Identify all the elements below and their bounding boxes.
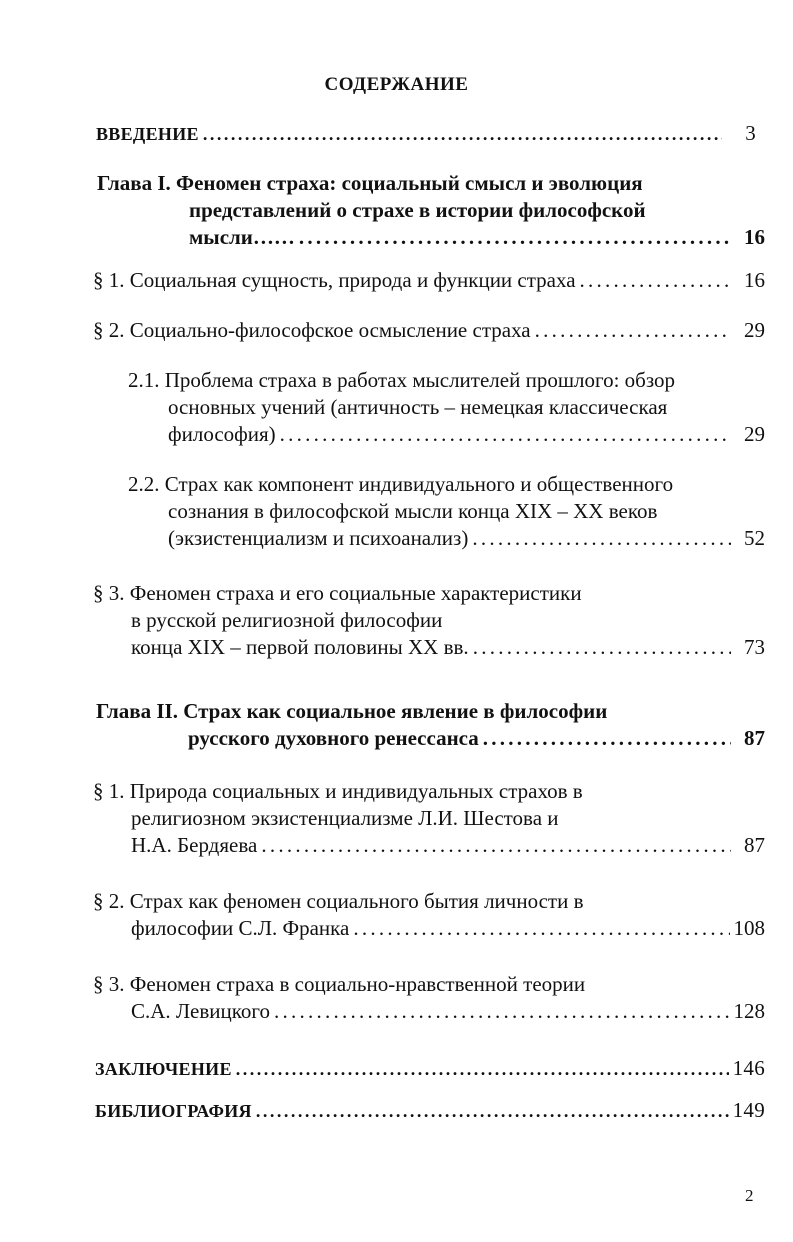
dot-leader: [256, 1098, 729, 1125]
dot-leader: [261, 832, 731, 859]
toc-entry-chapter-2: [96, 698, 765, 752]
dot-leader: [299, 224, 731, 251]
toc-entry-section-1-3: [93, 580, 765, 661]
dot-leader: [483, 725, 731, 752]
toc-entry-introduction: [96, 120, 756, 147]
entry-title-line: основных учений (античность – немецкая классическая: [168, 395, 668, 419]
toc-entry-chapter-1: [97, 170, 765, 251]
entry-title-line: Глава I. Феномен страха: социальный смысл и эволюция: [97, 171, 643, 195]
toc-entry-conclusion: [95, 1055, 765, 1082]
toc-entry-section-1-2: [93, 317, 765, 344]
entry-page-number: 128: [733, 999, 765, 1023]
entry-page-number: 146: [732, 1056, 765, 1080]
entry-title-line: § 3. Феномен страха в социально-нравственной теории: [93, 972, 586, 996]
entry-title-line: С.А. Левицкого: [131, 999, 270, 1023]
entry-title-line: сознания в философской мысли конца XIX – XX веков: [168, 499, 658, 523]
entry-title-line: русского духовного ренессанса: [188, 726, 479, 750]
entry-title-line: 2.2. Страх как компонент индивидуального и общественного: [128, 472, 674, 496]
entry-title-line: § 3. Феномен страха и его социальные характеристики: [93, 581, 582, 605]
toc-entry-section-2-2: [93, 888, 765, 942]
entry-page-number: 29: [744, 318, 765, 342]
entry-title-line: конца XIX – первой половины XX вв.: [131, 635, 469, 659]
dot-leader: [203, 121, 722, 148]
entry-title-line: (экзистенциализм и психоанализ): [168, 526, 469, 550]
entry-page-number: 87: [744, 726, 765, 750]
dot-leader: [472, 525, 731, 552]
entry-title-line: философии С.Л. Франка: [131, 916, 350, 940]
entry-title-line: § 2. Страх как феномен социального бытия личности в: [93, 889, 584, 913]
entry-title: § 2. Социально-философское осмысление страха: [93, 318, 531, 342]
entry-title: § 1. Социальная сущность, природа и функции страха: [93, 268, 576, 292]
entry-title-line: религиозном экзистенциализме Л.И. Шестова и: [131, 806, 559, 830]
entry-page-number: 149: [732, 1098, 765, 1122]
entry-title: ВВЕДЕНИЕ: [96, 124, 199, 144]
dot-leader: [236, 1056, 729, 1083]
toc-entry-section-2-3: [93, 971, 765, 1025]
entry-page-number: 16: [744, 268, 765, 292]
entry-title-line: § 1. Природа социальных и индивидуальных страхов в: [93, 779, 583, 803]
entry-title: ЗАКЛЮЧЕНИЕ: [95, 1059, 232, 1079]
toc-entry-bibliography: [95, 1097, 765, 1124]
entry-page-number: 73: [744, 635, 765, 659]
dot-leader: [535, 317, 731, 344]
entry-title-line: философия): [168, 422, 276, 446]
entry-page-number: 108: [733, 916, 765, 940]
dot-leader: [353, 915, 729, 942]
dot-leader: [473, 634, 731, 661]
dot-leader: [274, 998, 730, 1025]
entry-page-number: 3: [745, 121, 756, 145]
toc-entry-section-2-1: [93, 778, 765, 859]
entry-title-line: Н.А. Бердяева: [131, 833, 258, 857]
entry-title-line: в русской религиозной философии: [131, 608, 443, 632]
entry-title-line: 2.1. Проблема страха в работах мыслителей прошлого: обзор: [128, 368, 676, 392]
toc-entry-subsection-2-2: [128, 471, 765, 552]
dot-leader: [580, 267, 731, 294]
toc-entry-section-1-1: [93, 267, 765, 294]
entry-page-number: 52: [744, 526, 765, 550]
dot-leader: [280, 421, 731, 448]
page-title: СОДЕРЖАНИЕ: [324, 74, 469, 95]
entry-title-line: Глава II. Страх как социальное явление в философии: [96, 699, 608, 723]
entry-page-number: 16: [744, 225, 765, 249]
entry-page-number: 29: [744, 422, 765, 446]
page-number: 2: [745, 1186, 754, 1205]
entry-title: БИБЛИОГРАФИЯ: [95, 1101, 252, 1121]
toc-entry-subsection-2-1: [128, 367, 765, 448]
entry-title-line: представлений о страхе в истории философской: [189, 198, 646, 222]
entry-page-number: 87: [744, 833, 765, 857]
entry-title-line: мысли……: [189, 225, 295, 249]
